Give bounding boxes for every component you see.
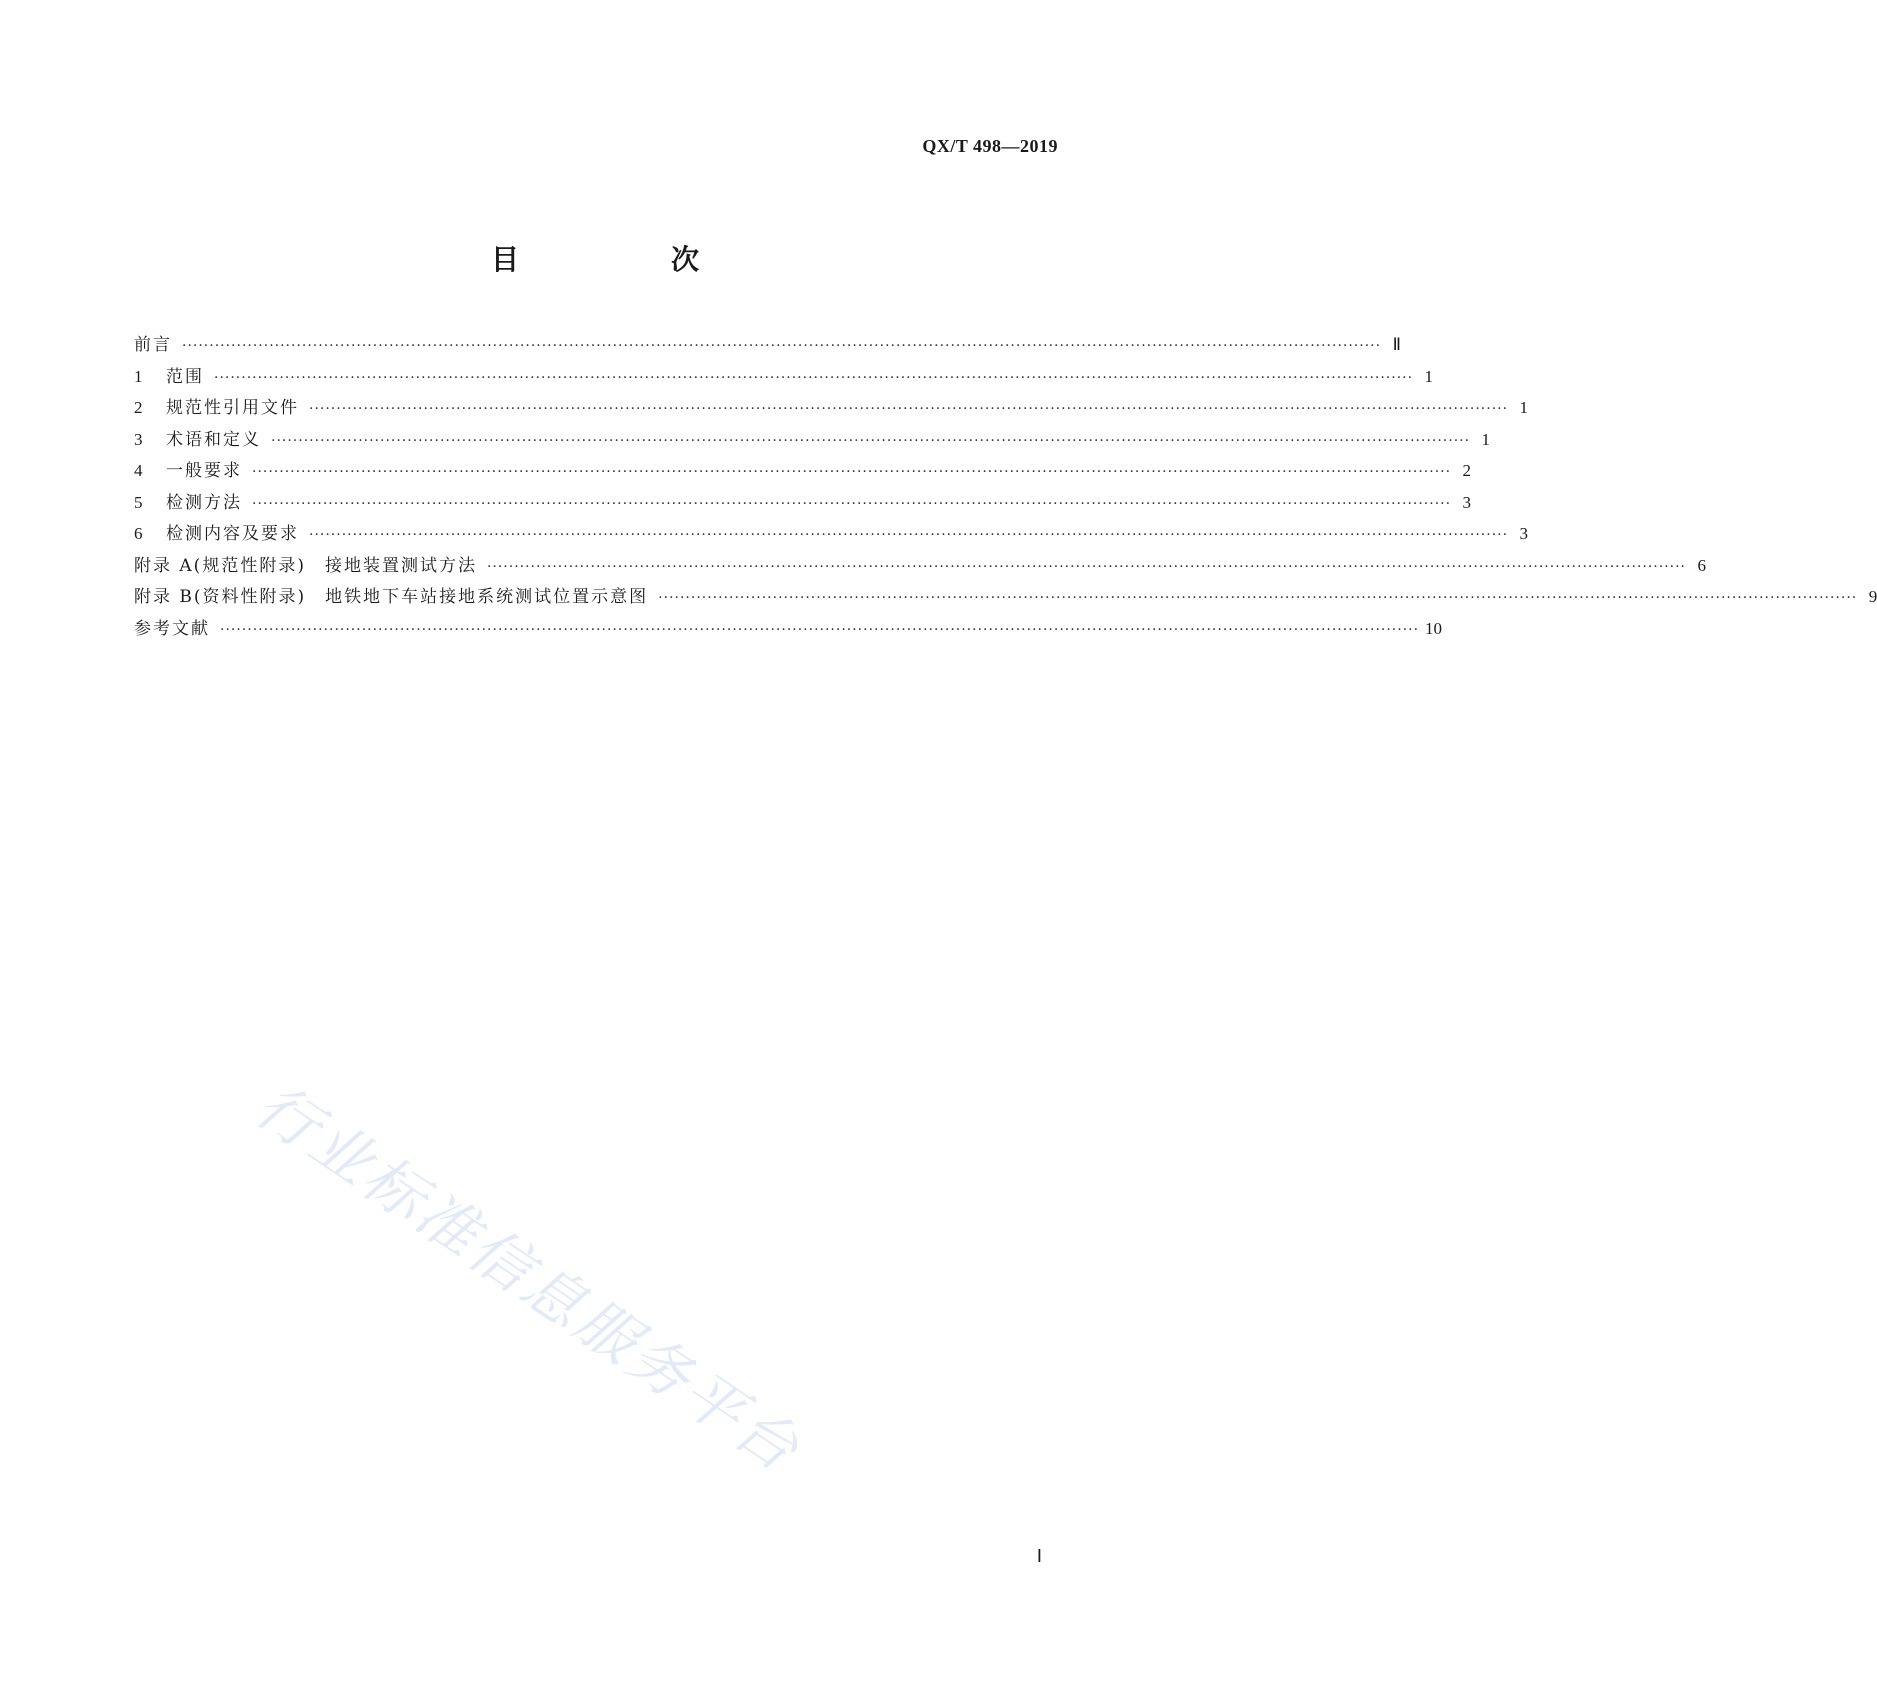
toc-entry-page: 2 <box>1462 461 1472 480</box>
toc-leader-dots: ···························································································································································································································· <box>271 432 1471 449</box>
toc-entry-page: 3 <box>1519 524 1529 543</box>
page-number: Ⅰ <box>1036 1546 1042 1566</box>
toc-leader-dots: ···························································································································································································································· <box>214 369 1414 386</box>
toc-entry-number: 1 <box>134 366 143 386</box>
toc-entry-scope[interactable] <box>134 366 1434 398</box>
toc-entry-page: Ⅱ <box>1392 335 1402 354</box>
toc-entry-page: 9 <box>1868 587 1877 606</box>
toc-entry-title: 一般要求 <box>166 461 242 481</box>
toc-entry-title: 检测内容及要求 <box>166 524 299 544</box>
toc-entry-number: 2 <box>134 398 143 417</box>
toc-entry-title: 规范性引用文件 <box>166 398 299 418</box>
table-of-contents <box>134 334 1877 649</box>
standard-code: QX/T 498—2019 <box>922 136 1058 156</box>
page-title: 目 次 <box>490 243 761 276</box>
toc-entry-bibliography[interactable] <box>134 618 1443 650</box>
toc-leader-dots: ···························································································································································································································· <box>309 401 1509 417</box>
toc-entry-title: 检测方法 <box>166 492 242 513</box>
toc-entry-page: 3 <box>1462 492 1472 512</box>
watermark: 行业标准信息服务平台 <box>243 1070 814 1487</box>
toc-entry-page: 6 <box>1697 555 1706 575</box>
toc-entry-title: 范围 <box>166 366 204 387</box>
toc-entry-test-content[interactable] <box>134 523 1529 555</box>
toc-leader-dots: ···························································································································································································································· <box>309 527 1509 543</box>
toc-entry-terms[interactable] <box>134 429 1491 461</box>
toc-entry-title: 参考文献 <box>134 618 210 639</box>
toc-entry-page: 1 <box>1519 398 1529 417</box>
toc-entry-title: 附录 A(规范性附录) 接地装置测试方法 <box>134 555 477 576</box>
toc-entry-test-methods[interactable] <box>134 492 1472 524</box>
toc-entry-number: 5 <box>134 492 143 512</box>
toc-leader-dots: ···························································································································································································································· <box>252 464 1452 480</box>
toc-entry-page: 1 <box>1424 366 1434 386</box>
toc-entry-title: 前言 <box>134 335 172 355</box>
toc-entry-page: 1 <box>1481 429 1491 449</box>
toc-entry-number: 6 <box>134 524 143 543</box>
toc-entry-normative-references[interactable] <box>134 397 1529 429</box>
toc-entry-page: 10 <box>1425 618 1443 638</box>
toc-entry-number: 3 <box>134 429 143 449</box>
toc-leader-dots: ···························································································································································································································· <box>220 621 1420 638</box>
toc-entry-appendix-b[interactable] <box>134 586 1877 618</box>
toc-entry-general-requirements[interactable] <box>134 460 1472 492</box>
toc-entry-appendix-a[interactable] <box>134 555 1706 587</box>
toc-entry-number: 4 <box>134 461 143 480</box>
toc-leader-dots: ···························································································································································································································· <box>252 495 1452 512</box>
toc-leader-dots: ···························································································································································································································· <box>658 590 1858 606</box>
toc-entry-foreword[interactable] <box>134 334 1402 366</box>
toc-entry-title: 附录 B(资料性附录) 地铁地下车站接地系统测试位置示意图 <box>134 587 649 607</box>
toc-leader-dots: ···························································································································································································································· <box>486 558 1686 575</box>
toc-leader-dots: ···························································································································································································································· <box>182 338 1382 354</box>
toc-entry-title: 术语和定义 <box>166 429 261 450</box>
